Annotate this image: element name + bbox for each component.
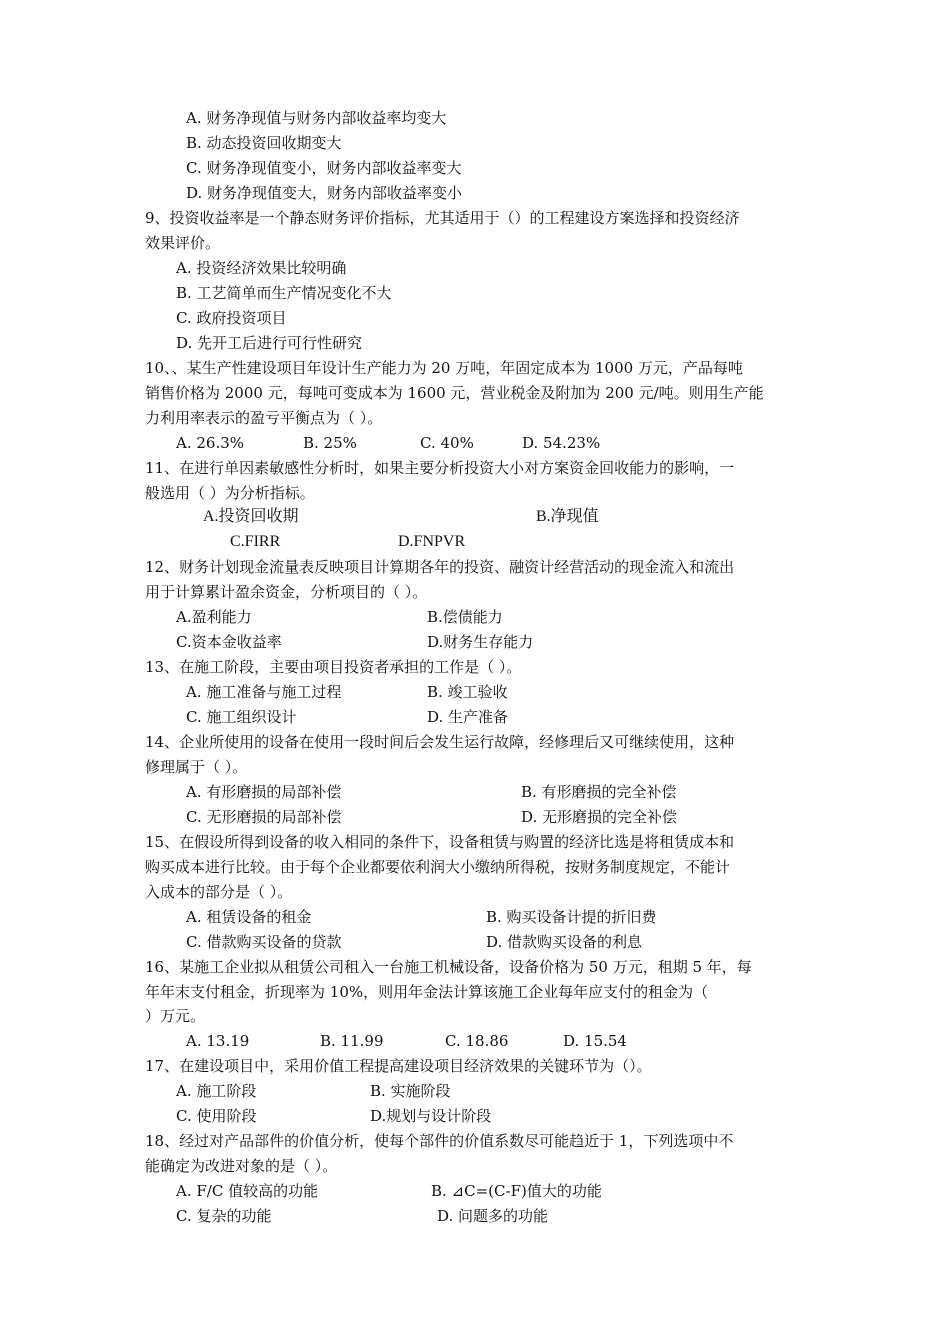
option-16-a: A. 13.19	[186, 1032, 250, 1050]
question-15-stem: 购买成本进行比较。由于每个企业都要依利润大小缴纳所得税，按财务制度规定，不能计	[145, 858, 731, 876]
option-10-c: C. 40%	[420, 434, 474, 452]
question-10-stem: 销售价格为 2000 元，每吨可变成本为 1600 元，营业税金及附加为 200 元/吨。则用生产能	[145, 384, 764, 402]
question-16-stem: 年年末支付租金，折现率为 10%，则用年金法计算该施工企业每年应支付的租金为（	[145, 983, 709, 1001]
option-13-d: D. 生产准备	[427, 708, 509, 726]
question-18-stem: 18、经过对产品部件的价值分析，使每个部件的价值系数尽可能趋近于 1，下列选项中不	[145, 1132, 734, 1150]
question-14-stem: 14、企业所使用的设备在使用一段时间后会发生运行故障，经修理后又可继续使用，这种	[145, 733, 735, 751]
option-9-b: B. 工艺简单而生产情况变化不大	[176, 284, 392, 302]
option-14-c: C. 无形磨损的局部补偿	[186, 808, 342, 826]
question-10-stem: 力利用率表示的盈亏平衡点为（ ）。	[145, 409, 383, 427]
option-12-c: C.资本金收益率	[176, 633, 282, 651]
option-16-b: B. 11.99	[320, 1032, 384, 1050]
option-14-a: A. 有形磨损的局部补偿	[186, 783, 342, 801]
option-8-b: B. 动态投资回收期变大	[186, 134, 342, 152]
option-17-d: D.规划与设计阶段	[370, 1107, 492, 1125]
option-9-c: C. 政府投资项目	[176, 309, 287, 327]
option-12-a: A.盈利能力	[176, 608, 252, 626]
question-17-stem: 17、在建设项目中，采用价值工程提高建设项目经济效果的关键环节为（）。	[145, 1057, 652, 1075]
option-15-b: B. 购买设备计提的折旧费	[486, 908, 657, 926]
option-11-d: D.FNPVR	[398, 533, 466, 550]
option-18-b: B. ⊿C=(C-F)值大的功能	[431, 1182, 602, 1200]
option-9-d: D. 先开工后进行可行性研究	[176, 334, 363, 352]
option-16-d: D. 15.54	[563, 1032, 627, 1050]
option-15-d: D. 借款购买设备的利息	[486, 933, 643, 951]
option-12-d: D.财务生存能力	[427, 633, 534, 651]
option-12-b: B.偿债能力	[427, 608, 503, 626]
option-9-a: A. 投资经济效果比较明确	[176, 259, 347, 277]
option-11-b: B.净现值	[536, 508, 599, 525]
option-10-b: B. 25%	[303, 434, 357, 452]
option-17-b: B. 实施阶段	[370, 1082, 451, 1100]
question-18-stem: 能确定为改进对象的是（ ）。	[145, 1157, 338, 1175]
option-10-a: A. 26.3%	[176, 434, 245, 452]
option-17-c: C. 使用阶段	[176, 1107, 257, 1125]
option-18-c: C. 复杂的功能	[176, 1207, 272, 1225]
question-16-stem: ）万元。	[145, 1007, 206, 1025]
option-18-d: D. 问题多的功能	[437, 1207, 549, 1225]
question-16-stem: 16、某施工企业拟从租赁公司租入一台施工机械设备，设备价格为 50 万元，租期 5 年，每	[145, 958, 752, 976]
option-10-d: D. 54.23%	[522, 434, 601, 452]
question-12-stem: 12、财务计划现金流量表反映项目计算期各年的投资、融资计经营活动的现金流入和流出	[145, 558, 735, 576]
question-9-stem: 9、投资收益率是一个静态财务评价指标，尤其适用于（）的工程建设方案选择和投资经济	[145, 209, 740, 227]
question-9-stem: 效果评价。	[145, 234, 221, 252]
option-11-a: A.投资回收期	[203, 508, 299, 525]
option-18-a: A. F/C 值较高的功能	[176, 1182, 319, 1200]
option-14-b: B. 有形磨损的完全补偿	[521, 783, 677, 801]
question-15-stem: 入成本的部分是（ ）。	[145, 883, 293, 901]
option-11-c: C.FIRR	[230, 533, 281, 550]
question-14-stem: 修理属于（ ）。	[145, 758, 248, 776]
question-11-stem: 11、在进行单因素敏感性分析时，如果主要分析投资大小对方案资金回收能力的影响，一	[145, 459, 735, 477]
option-14-d: D. 无形磨损的完全补偿	[521, 808, 678, 826]
option-15-c: C. 借款购买设备的贷款	[186, 933, 342, 951]
option-16-c: C. 18.86	[445, 1032, 509, 1050]
option-13-c: C. 施工组织设计	[186, 708, 297, 726]
question-11-stem: 般选用（ ）为分析指标。	[145, 484, 315, 502]
option-8-a: A. 财务净现值与财务内部收益率均变大	[186, 109, 447, 127]
option-8-c: C. 财务净现值变小，财务内部收益率变大	[186, 159, 462, 177]
question-13-stem: 13、在施工阶段，主要由项目投资者承担的工作是（ ）。	[145, 658, 522, 676]
option-8-d: D. 财务净现值变大，财务内部收益率变小	[186, 184, 463, 202]
question-10-stem: 10、、某生产性建设项目年设计生产能力为 20 万吨，年固定成本为 1000 万元，产品每吨	[145, 359, 743, 377]
option-13-b: B. 竣工验收	[427, 683, 508, 701]
question-15-stem: 15、在假设所得到设备的收入相同的条件下，设备租赁与购置的经济比选是将租赁成本和	[145, 833, 735, 851]
question-12-stem: 用于计算累计盈余资金，分析项目的（ ）。	[145, 583, 428, 601]
option-17-a: A. 施工阶段	[176, 1082, 257, 1100]
option-15-a: A. 租赁设备的租金	[186, 908, 312, 926]
option-13-a: A. 施工准备与施工过程	[186, 683, 342, 701]
